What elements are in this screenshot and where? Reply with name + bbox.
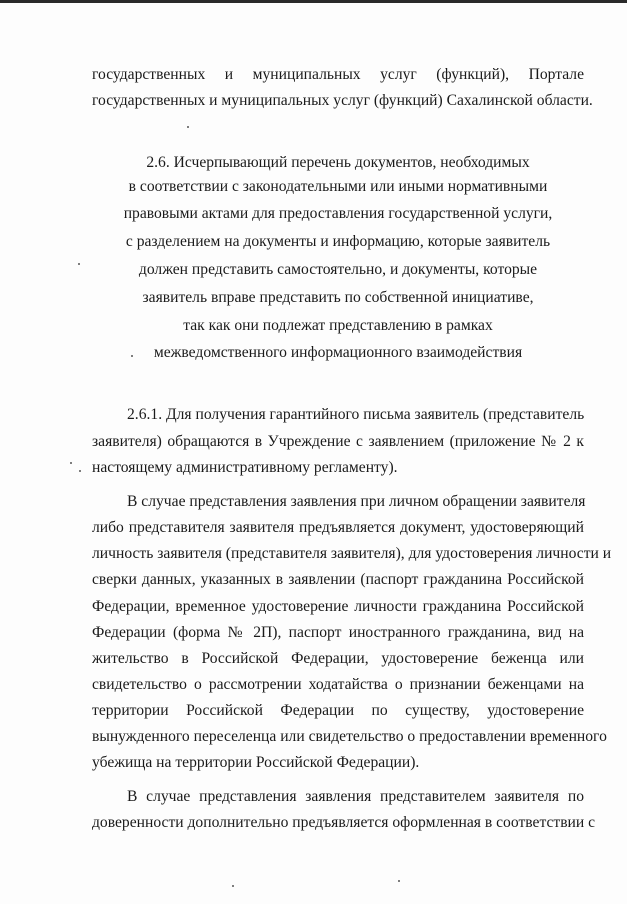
scan-speck bbox=[232, 885, 234, 887]
section-heading-line-5: должен представить самостоятельно, и документы, которые bbox=[138, 261, 538, 278]
section-heading-line-1: 2.6. Исчерпывающий перечень документов, необходимых bbox=[146, 154, 530, 171]
scan-speck bbox=[187, 126, 189, 128]
para2-line-8: свидетельство о рассмотрении ходатайства о признании беженцами на bbox=[92, 676, 584, 693]
section-heading-line-6: заявитель вправе представить по собственной инициативе, bbox=[142, 289, 534, 306]
para3-line-2: доверенности дополнительно предъявляется оформленная в соответствии с bbox=[92, 814, 596, 831]
para2-line-9: территории Российской Федерации по существу, удостоверение bbox=[92, 702, 584, 719]
section-heading-line-7: так как они подлежат представлению в рамках bbox=[183, 317, 493, 334]
para2-line-4: сверки данных, указанных в заявлении (паспорт гражданина Российской bbox=[92, 571, 584, 588]
para2-line-11: убежища на территории Российской Федерации). bbox=[92, 754, 420, 771]
para2-line-3: личность заявителя (представителя заявителя), для удостоверения личности и bbox=[92, 545, 612, 562]
para2-line-2: либо представителя заявителя предъявляется документ, удостоверяющий bbox=[92, 519, 584, 536]
para1-line-2: заявителя) обращаются в Учреждение с заявлением (приложение № 2 к bbox=[92, 433, 584, 450]
section-heading-line-8: межведомственного информационного взаимодействия bbox=[153, 344, 523, 361]
para3-line-1: В случае представления заявления представителем заявителя по bbox=[127, 788, 584, 805]
para1-line-1: 2.6.1. Для получения гарантийного письма заявитель (представитель bbox=[127, 406, 585, 423]
scan-speck bbox=[70, 462, 72, 464]
scan-speck bbox=[398, 880, 400, 882]
para2-line-7: жительство в Российской Федерации, удостоверение беженца или bbox=[92, 650, 584, 667]
section-heading-line-4: с разделением на документы и информацию, которые заявитель bbox=[125, 233, 551, 250]
para2-line-10: вынужденного переселенца или свидетельство о предоставлении временного bbox=[92, 728, 607, 745]
para2-line-5: Федерации, временное удостоверение личности гражданина Российской bbox=[92, 598, 584, 615]
scan-top-edge bbox=[0, 0, 627, 3]
scan-speck bbox=[78, 263, 80, 265]
intro-line-1: государственных и муниципальных услуг (функций), Портале bbox=[92, 66, 584, 83]
section-heading-line-2: в соответствии с законодательными или иными нормативными bbox=[128, 178, 548, 195]
scan-speck bbox=[79, 470, 81, 472]
scan-speck bbox=[131, 355, 133, 357]
para2-line-6: Федерации (форма № 2П), паспорт иностранного гражданина, вид на bbox=[92, 624, 584, 641]
para2-line-1: В случае представления заявления при личном обращении заявителя bbox=[127, 493, 586, 510]
intro-line-2: государственных и муниципальных услуг (функций) Сахалинской области. bbox=[92, 92, 593, 109]
para1-line-3: настоящему административному регламенту). bbox=[92, 459, 398, 476]
section-heading-line-3: правовыми актами для предоставления государственной услуги, bbox=[123, 205, 553, 222]
